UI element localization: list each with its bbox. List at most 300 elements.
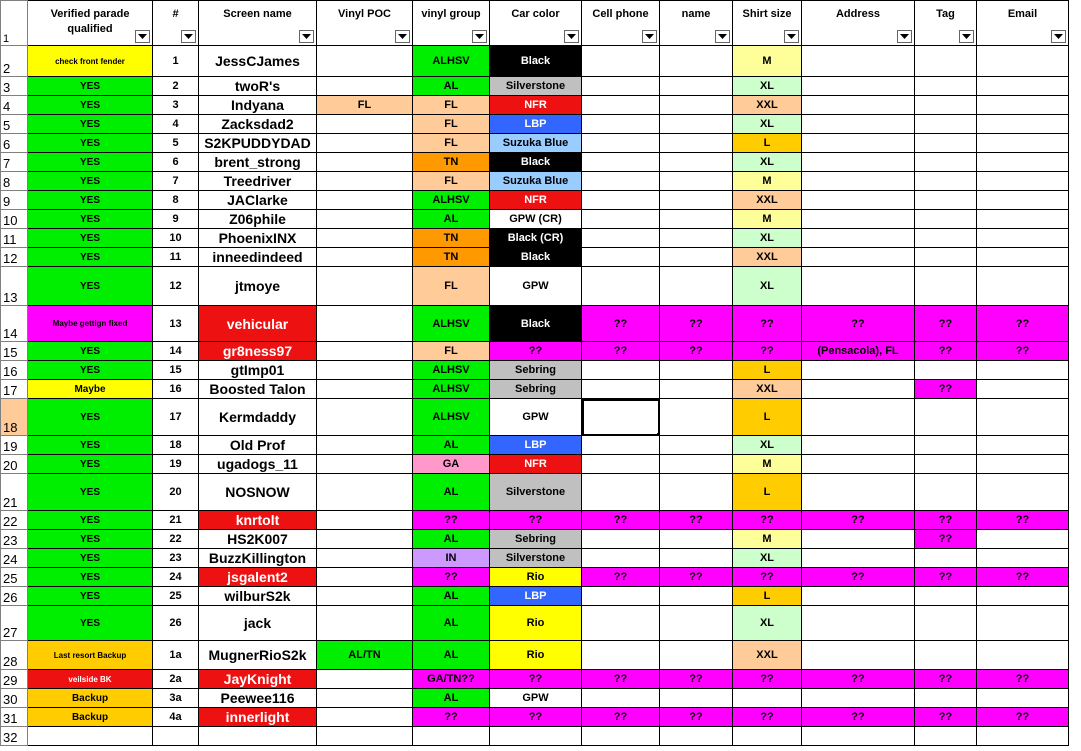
filter-dropdown-button[interactable] xyxy=(472,30,487,43)
cell-shirt[interactable]: XL xyxy=(733,267,802,306)
cell-num[interactable]: 20 xyxy=(153,474,199,511)
cell-verified[interactable]: YES xyxy=(28,134,153,153)
cell-vinylgroup[interactable]: AL xyxy=(413,587,490,606)
cell-cell[interactable] xyxy=(582,380,660,399)
cell-carcolor[interactable]: Black xyxy=(490,153,582,172)
cell-carcolor[interactable]: Sebring xyxy=(490,380,582,399)
cell-name[interactable] xyxy=(660,587,733,606)
cell-verified[interactable]: YES xyxy=(28,191,153,210)
cell-name[interactable] xyxy=(660,380,733,399)
cell-shirt[interactable] xyxy=(733,689,802,708)
column-header-shirt[interactable] xyxy=(733,1,802,46)
row-header[interactable]: 29 xyxy=(1,670,28,689)
cell-address[interactable] xyxy=(802,229,915,248)
cell-name[interactable] xyxy=(660,727,733,746)
cell-carcolor[interactable]: GPW xyxy=(490,399,582,436)
cell-shirt[interactable]: L xyxy=(733,587,802,606)
cell-vinylgroup[interactable]: AL xyxy=(413,436,490,455)
cell-name[interactable] xyxy=(660,210,733,229)
row-header[interactable]: 26 xyxy=(1,587,28,606)
cell-email[interactable]: ?? xyxy=(977,511,1069,530)
cell-tag[interactable] xyxy=(915,153,977,172)
cell-tag[interactable]: ?? xyxy=(915,708,977,727)
cell-vinylpoc[interactable] xyxy=(317,568,413,587)
cell-verified[interactable]: YES xyxy=(28,606,153,641)
cell-vinylgroup[interactable]: AL xyxy=(413,641,490,670)
cell-screen[interactable]: Z06phile xyxy=(199,210,317,229)
cell-address[interactable] xyxy=(802,727,915,746)
cell-vinylpoc[interactable] xyxy=(317,134,413,153)
row-header[interactable]: 12 xyxy=(1,248,28,267)
cell-num[interactable]: 10 xyxy=(153,229,199,248)
cell-email[interactable] xyxy=(977,191,1069,210)
cell-vinylpoc[interactable] xyxy=(317,191,413,210)
column-header-address[interactable] xyxy=(802,1,915,46)
cell-address[interactable]: ?? xyxy=(802,511,915,530)
cell-name[interactable] xyxy=(660,361,733,380)
row-header[interactable]: 17 xyxy=(1,380,28,399)
cell-shirt[interactable]: ?? xyxy=(733,342,802,361)
cell-carcolor[interactable]: Black xyxy=(490,248,582,267)
cell-verified[interactable]: YES xyxy=(28,153,153,172)
cell-verified[interactable]: Maybe gettign fixed xyxy=(28,306,153,342)
cell-address[interactable]: ?? xyxy=(802,670,915,689)
cell-name[interactable] xyxy=(660,248,733,267)
cell-verified[interactable]: YES xyxy=(28,172,153,191)
cell-vinylpoc[interactable] xyxy=(317,267,413,306)
filter-dropdown-button[interactable] xyxy=(135,30,150,43)
cell-screen[interactable]: innerlight xyxy=(199,708,317,727)
row-header[interactable]: 2 xyxy=(1,46,28,77)
cell-shirt[interactable]: XL xyxy=(733,436,802,455)
cell-verified[interactable]: YES xyxy=(28,399,153,436)
row-header[interactable]: 4 xyxy=(1,96,28,115)
cell-vinylgroup[interactable]: FL xyxy=(413,267,490,306)
row-header[interactable]: 9 xyxy=(1,191,28,210)
cell-vinylgroup[interactable]: FL xyxy=(413,115,490,134)
cell-tag[interactable] xyxy=(915,191,977,210)
cell-address[interactable] xyxy=(802,153,915,172)
cell-address[interactable]: (Pensacola), FL xyxy=(802,342,915,361)
cell-tag[interactable]: ?? xyxy=(915,530,977,549)
cell-email[interactable] xyxy=(977,587,1069,606)
row-header[interactable]: 21 xyxy=(1,474,28,511)
cell-vinylpoc[interactable] xyxy=(317,511,413,530)
cell-num[interactable]: 16 xyxy=(153,380,199,399)
cell-name[interactable] xyxy=(660,134,733,153)
cell-cell[interactable] xyxy=(582,474,660,511)
cell-shirt[interactable]: XL xyxy=(733,77,802,96)
cell-address[interactable] xyxy=(802,474,915,511)
cell-screen[interactable]: Old Prof xyxy=(199,436,317,455)
cell-verified[interactable]: YES xyxy=(28,267,153,306)
cell-num[interactable]: 3a xyxy=(153,689,199,708)
row-header[interactable]: 16 xyxy=(1,361,28,380)
cell-shirt[interactable]: XXL xyxy=(733,248,802,267)
cell-carcolor[interactable] xyxy=(490,727,582,746)
cell-address[interactable] xyxy=(802,689,915,708)
filter-dropdown-button[interactable] xyxy=(564,30,579,43)
cell-carcolor[interactable]: LBP xyxy=(490,587,582,606)
cell-address[interactable] xyxy=(802,549,915,568)
cell-address[interactable] xyxy=(802,46,915,77)
cell-tag[interactable] xyxy=(915,134,977,153)
cell-email[interactable] xyxy=(977,689,1069,708)
cell-num[interactable]: 19 xyxy=(153,455,199,474)
row-header[interactable]: 19 xyxy=(1,436,28,455)
row-header[interactable]: 32 xyxy=(1,727,28,746)
cell-screen[interactable]: gtImp01 xyxy=(199,361,317,380)
cell-name[interactable]: ?? xyxy=(660,568,733,587)
cell-cell[interactable] xyxy=(582,689,660,708)
cell-address[interactable] xyxy=(802,172,915,191)
cell-name[interactable] xyxy=(660,399,733,436)
cell-vinylpoc[interactable] xyxy=(317,549,413,568)
cell-screen[interactable]: jack xyxy=(199,606,317,641)
cell-carcolor[interactable]: ?? xyxy=(490,708,582,727)
cell-email[interactable] xyxy=(977,77,1069,96)
cell-email[interactable]: ?? xyxy=(977,342,1069,361)
cell-tag[interactable] xyxy=(915,436,977,455)
cell-address[interactable] xyxy=(802,361,915,380)
cell-email[interactable] xyxy=(977,727,1069,746)
cell-num[interactable]: 3 xyxy=(153,96,199,115)
cell-email[interactable] xyxy=(977,46,1069,77)
cell-verified[interactable]: Maybe xyxy=(28,380,153,399)
cell-carcolor[interactable]: Silverstone xyxy=(490,549,582,568)
cell-vinylgroup[interactable]: AL xyxy=(413,210,490,229)
cell-verified[interactable]: YES xyxy=(28,568,153,587)
cell-carcolor[interactable]: GPW (CR) xyxy=(490,210,582,229)
cell-vinylgroup[interactable]: GA/TN?? xyxy=(413,670,490,689)
cell-tag[interactable] xyxy=(915,77,977,96)
cell-num[interactable] xyxy=(153,727,199,746)
cell-screen[interactable]: NOSNOW xyxy=(199,474,317,511)
cell-carcolor[interactable]: NFR xyxy=(490,96,582,115)
cell-carcolor[interactable]: Sebring xyxy=(490,361,582,380)
cell-address[interactable] xyxy=(802,587,915,606)
cell-verified[interactable]: YES xyxy=(28,361,153,380)
cell-tag[interactable]: ?? xyxy=(915,306,977,342)
cell-num[interactable]: 9 xyxy=(153,210,199,229)
cell-vinylpoc[interactable] xyxy=(317,727,413,746)
row-header[interactable]: 31 xyxy=(1,708,28,727)
cell-vinylpoc[interactable]: AL/TN xyxy=(317,641,413,670)
cell-name[interactable] xyxy=(660,474,733,511)
cell-vinylgroup[interactable]: AL xyxy=(413,530,490,549)
cell-email[interactable] xyxy=(977,474,1069,511)
cell-name[interactable] xyxy=(660,172,733,191)
cell-vinylpoc[interactable] xyxy=(317,380,413,399)
cell-name[interactable] xyxy=(660,46,733,77)
cell-cell[interactable] xyxy=(582,606,660,641)
cell-verified[interactable]: YES xyxy=(28,96,153,115)
cell-verified[interactable]: YES xyxy=(28,229,153,248)
cell-vinylgroup[interactable]: ALHSV xyxy=(413,46,490,77)
cell-verified[interactable]: YES xyxy=(28,342,153,361)
cell-verified[interactable]: YES xyxy=(28,115,153,134)
cell-tag[interactable] xyxy=(915,267,977,306)
cell-screen[interactable]: knrtolt xyxy=(199,511,317,530)
cell-screen[interactable]: JAClarke xyxy=(199,191,317,210)
cell-shirt[interactable]: ?? xyxy=(733,670,802,689)
row-header[interactable]: 24 xyxy=(1,549,28,568)
cell-verified[interactable]: check front fender xyxy=(28,46,153,77)
cell-num[interactable]: 25 xyxy=(153,587,199,606)
cell-cell[interactable] xyxy=(582,455,660,474)
cell-cell[interactable] xyxy=(582,134,660,153)
cell-carcolor[interactable]: Rio xyxy=(490,606,582,641)
column-header-tag[interactable] xyxy=(915,1,977,46)
cell-cell[interactable] xyxy=(582,399,660,436)
cell-address[interactable] xyxy=(802,134,915,153)
cell-tag[interactable] xyxy=(915,727,977,746)
cell-email[interactable] xyxy=(977,210,1069,229)
cell-vinylgroup[interactable]: FL xyxy=(413,172,490,191)
cell-vinylgroup[interactable] xyxy=(413,727,490,746)
cell-email[interactable] xyxy=(977,115,1069,134)
cell-num[interactable]: 11 xyxy=(153,248,199,267)
cell-tag[interactable] xyxy=(915,455,977,474)
cell-cell[interactable]: ?? xyxy=(582,708,660,727)
cell-num[interactable]: 24 xyxy=(153,568,199,587)
cell-shirt[interactable]: XL xyxy=(733,606,802,641)
cell-cell[interactable] xyxy=(582,727,660,746)
cell-carcolor[interactable]: NFR xyxy=(490,455,582,474)
cell-num[interactable]: 8 xyxy=(153,191,199,210)
cell-num[interactable]: 6 xyxy=(153,153,199,172)
cell-num[interactable]: 1a xyxy=(153,641,199,670)
cell-vinylpoc[interactable] xyxy=(317,606,413,641)
cell-shirt[interactable]: XL xyxy=(733,115,802,134)
cell-screen[interactable]: brent_strong xyxy=(199,153,317,172)
cell-shirt[interactable]: ?? xyxy=(733,511,802,530)
cell-name[interactable]: ?? xyxy=(660,670,733,689)
cell-name[interactable]: ?? xyxy=(660,511,733,530)
row-header[interactable]: 23 xyxy=(1,530,28,549)
cell-cell[interactable] xyxy=(582,361,660,380)
cell-num[interactable]: 4a xyxy=(153,708,199,727)
cell-address[interactable] xyxy=(802,210,915,229)
cell-cell[interactable] xyxy=(582,172,660,191)
column-header-email[interactable] xyxy=(977,1,1069,46)
cell-verified[interactable]: Last resort Backup xyxy=(28,641,153,670)
cell-num[interactable]: 18 xyxy=(153,436,199,455)
cell-tag[interactable] xyxy=(915,587,977,606)
cell-cell[interactable] xyxy=(582,267,660,306)
cell-num[interactable]: 5 xyxy=(153,134,199,153)
cell-tag[interactable] xyxy=(915,549,977,568)
cell-vinylgroup[interactable]: FL xyxy=(413,96,490,115)
cell-name[interactable] xyxy=(660,191,733,210)
row-header[interactable]: 3 xyxy=(1,77,28,96)
cell-tag[interactable] xyxy=(915,689,977,708)
filter-dropdown-button[interactable] xyxy=(299,30,314,43)
cell-shirt[interactable]: L xyxy=(733,361,802,380)
filter-dropdown-button[interactable] xyxy=(642,30,657,43)
cell-vinylgroup[interactable]: TN xyxy=(413,248,490,267)
cell-carcolor[interactable]: Sebring xyxy=(490,530,582,549)
cell-vinylpoc[interactable] xyxy=(317,153,413,172)
cell-screen[interactable]: inneedindeed xyxy=(199,248,317,267)
cell-address[interactable] xyxy=(802,267,915,306)
cell-address[interactable]: ?? xyxy=(802,568,915,587)
cell-tag[interactable]: ?? xyxy=(915,670,977,689)
cell-address[interactable] xyxy=(802,248,915,267)
cell-shirt[interactable]: ?? xyxy=(733,568,802,587)
cell-screen[interactable]: ugadogs_11 xyxy=(199,455,317,474)
cell-num[interactable]: 23 xyxy=(153,549,199,568)
column-header-cell[interactable] xyxy=(582,1,660,46)
cell-num[interactable]: 21 xyxy=(153,511,199,530)
cell-cell[interactable]: ?? xyxy=(582,342,660,361)
cell-carcolor[interactable]: Black xyxy=(490,46,582,77)
cell-email[interactable]: ?? xyxy=(977,708,1069,727)
row-header[interactable]: 18 xyxy=(1,399,28,436)
column-header-carcolor[interactable] xyxy=(490,1,582,46)
cell-email[interactable] xyxy=(977,229,1069,248)
cell-vinylgroup[interactable]: TN xyxy=(413,229,490,248)
cell-cell[interactable] xyxy=(582,210,660,229)
cell-carcolor[interactable]: Silverstone xyxy=(490,474,582,511)
cell-cell[interactable] xyxy=(582,115,660,134)
cell-address[interactable] xyxy=(802,606,915,641)
row-header[interactable]: 15 xyxy=(1,342,28,361)
cell-vinylpoc[interactable] xyxy=(317,670,413,689)
cell-num[interactable]: 26 xyxy=(153,606,199,641)
cell-screen[interactable]: gr8ness97 xyxy=(199,342,317,361)
cell-verified[interactable]: YES xyxy=(28,549,153,568)
row-header[interactable]: 7 xyxy=(1,153,28,172)
cell-email[interactable] xyxy=(977,361,1069,380)
row-header[interactable]: 6 xyxy=(1,134,28,153)
cell-name[interactable] xyxy=(660,455,733,474)
cell-verified[interactable]: Backup xyxy=(28,708,153,727)
cell-vinylpoc[interactable] xyxy=(317,229,413,248)
cell-email[interactable] xyxy=(977,641,1069,670)
cell-cell[interactable] xyxy=(582,46,660,77)
cell-vinylpoc[interactable] xyxy=(317,399,413,436)
cell-tag[interactable] xyxy=(915,115,977,134)
cell-address[interactable] xyxy=(802,380,915,399)
filter-dropdown-button[interactable] xyxy=(181,30,196,43)
cell-vinylgroup[interactable]: ?? xyxy=(413,568,490,587)
cell-address[interactable]: ?? xyxy=(802,306,915,342)
cell-vinylpoc[interactable]: FL xyxy=(317,96,413,115)
cell-shirt[interactable]: L xyxy=(733,474,802,511)
cell-verified[interactable]: YES xyxy=(28,436,153,455)
cell-vinylpoc[interactable] xyxy=(317,361,413,380)
cell-tag[interactable] xyxy=(915,606,977,641)
cell-tag[interactable]: ?? xyxy=(915,342,977,361)
cell-cell[interactable] xyxy=(582,549,660,568)
cell-carcolor[interactable]: GPW xyxy=(490,689,582,708)
cell-cell[interactable]: ?? xyxy=(582,568,660,587)
cell-verified[interactable]: veilside BK xyxy=(28,670,153,689)
cell-cell[interactable] xyxy=(582,229,660,248)
cell-cell[interactable] xyxy=(582,530,660,549)
cell-cell[interactable] xyxy=(582,96,660,115)
cell-vinylgroup[interactable]: AL xyxy=(413,689,490,708)
cell-tag[interactable] xyxy=(915,361,977,380)
cell-verified[interactable]: YES xyxy=(28,530,153,549)
cell-shirt[interactable]: M xyxy=(733,530,802,549)
row-header[interactable]: 30 xyxy=(1,689,28,708)
cell-verified[interactable] xyxy=(28,727,153,746)
cell-name[interactable]: ?? xyxy=(660,708,733,727)
cell-address[interactable] xyxy=(802,436,915,455)
cell-verified[interactable]: YES xyxy=(28,587,153,606)
cell-cell[interactable] xyxy=(582,587,660,606)
cell-shirt[interactable]: ?? xyxy=(733,708,802,727)
cell-cell[interactable] xyxy=(582,77,660,96)
filter-dropdown-button[interactable] xyxy=(897,30,912,43)
cell-email[interactable] xyxy=(977,530,1069,549)
cell-vinylpoc[interactable] xyxy=(317,689,413,708)
cell-tag[interactable] xyxy=(915,96,977,115)
filter-dropdown-button[interactable] xyxy=(1051,30,1066,43)
cell-verified[interactable]: YES xyxy=(28,511,153,530)
cell-cell[interactable]: ?? xyxy=(582,670,660,689)
cell-shirt[interactable] xyxy=(733,727,802,746)
cell-vinylpoc[interactable] xyxy=(317,172,413,191)
cell-verified[interactable]: YES xyxy=(28,455,153,474)
cell-shirt[interactable]: XXL xyxy=(733,96,802,115)
cell-screen[interactable]: Zacksdad2 xyxy=(199,115,317,134)
cell-email[interactable] xyxy=(977,606,1069,641)
cell-name[interactable] xyxy=(660,530,733,549)
row-header[interactable]: 11 xyxy=(1,229,28,248)
cell-carcolor[interactable]: ?? xyxy=(490,342,582,361)
cell-cell[interactable]: ?? xyxy=(582,511,660,530)
cell-screen[interactable]: BuzzKillington xyxy=(199,549,317,568)
cell-name[interactable]: ?? xyxy=(660,306,733,342)
cell-shirt[interactable]: XXL xyxy=(733,191,802,210)
cell-shirt[interactable]: ?? xyxy=(733,306,802,342)
cell-verified[interactable]: YES xyxy=(28,77,153,96)
cell-num[interactable]: 12 xyxy=(153,267,199,306)
cell-vinylpoc[interactable] xyxy=(317,708,413,727)
cell-name[interactable]: ?? xyxy=(660,342,733,361)
cell-screen[interactable]: JayKnight xyxy=(199,670,317,689)
cell-email[interactable]: ?? xyxy=(977,670,1069,689)
cell-email[interactable] xyxy=(977,248,1069,267)
cell-screen[interactable]: Indyana xyxy=(199,96,317,115)
cell-cell[interactable] xyxy=(582,248,660,267)
cell-name[interactable] xyxy=(660,549,733,568)
cell-vinylgroup[interactable]: ?? xyxy=(413,511,490,530)
cell-shirt[interactable]: XL xyxy=(733,229,802,248)
filter-dropdown-button[interactable] xyxy=(715,30,730,43)
cell-name[interactable] xyxy=(660,77,733,96)
cell-email[interactable] xyxy=(977,455,1069,474)
cell-carcolor[interactable]: Black (CR) xyxy=(490,229,582,248)
row-header[interactable]: 13 xyxy=(1,267,28,306)
column-header-vinylpoc[interactable] xyxy=(317,1,413,46)
cell-email[interactable] xyxy=(977,267,1069,306)
cell-verified[interactable]: Backup xyxy=(28,689,153,708)
column-header-vinylgroup[interactable] xyxy=(413,1,490,46)
cell-screen[interactable]: twoR's xyxy=(199,77,317,96)
cell-address[interactable] xyxy=(802,77,915,96)
cell-vinylgroup[interactable]: ALHSV xyxy=(413,380,490,399)
cell-email[interactable]: ?? xyxy=(977,568,1069,587)
cell-num[interactable]: 14 xyxy=(153,342,199,361)
cell-carcolor[interactable]: Suzuka Blue xyxy=(490,134,582,153)
cell-num[interactable]: 7 xyxy=(153,172,199,191)
cell-carcolor[interactable]: LBP xyxy=(490,436,582,455)
cell-verified[interactable]: YES xyxy=(28,210,153,229)
